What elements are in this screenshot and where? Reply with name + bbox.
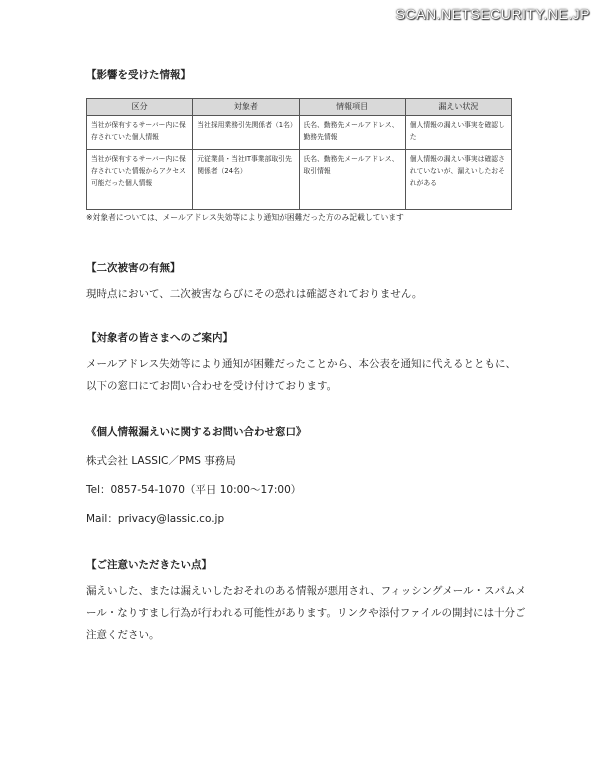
- column-header-items: 情報項目: [299, 99, 405, 116]
- column-header-status: 漏えい状況: [405, 99, 511, 116]
- site-watermark: SCAN.NETSECURITY.NE.JP: [395, 6, 590, 22]
- guidance-section: [86, 331, 526, 397]
- impact-table: [86, 98, 512, 210]
- table-cell: 個人情報の漏えい事実は確認されていないが、漏えいしたおそれがある: [405, 150, 511, 210]
- guidance-heading: 【対象者の皆さまへのご案内】: [86, 332, 233, 344]
- column-header-category: 区分: [87, 99, 193, 116]
- caution-text: 漏えいした、または漏えいしたおそれのある情報が悪用され、フィッシングメール・スパムメール・なりすまし行為が行われる可能性があります。リンクや添付ファイルの開封には十分ご注意ください。: [86, 585, 527, 641]
- caution-heading: 【ご注意いただきたい点】: [86, 559, 212, 571]
- secondary-damage-heading: 【二次被害の有無】: [86, 262, 181, 274]
- contact-heading: 《個人情報漏えいに関するお問い合わせ窓口》: [86, 426, 307, 438]
- contact-tel[interactable]: Tel：0857-54-1070（平日 10:00～17:00）: [86, 484, 302, 496]
- impact-heading: 【影響を受けた情報】: [86, 69, 191, 81]
- contact-company: 株式会社 LASSIC／PMS 事務局: [86, 455, 236, 467]
- secondary-damage-section: [86, 261, 526, 305]
- document-page: [86, 68, 526, 646]
- table-cell: 個人情報の漏えい事実を確認した: [405, 116, 511, 150]
- table-row: [87, 150, 512, 210]
- impact-section: [86, 68, 526, 223]
- contact-section: [86, 425, 526, 526]
- caution-section: [86, 558, 526, 646]
- table-cell: 当社が保有するサーバー内に保存されていた個人情報: [87, 116, 193, 150]
- contact-mail[interactable]: Mail：privacy@lassic.co.jp: [86, 513, 225, 525]
- table-cell: 当社採用業務引先関係者（1名）: [193, 116, 299, 150]
- table-cell: 当社が保有するサーバー内に保存されていた情報からアクセス可能だった個人情報: [87, 150, 193, 210]
- table-cell: 元従業員・当社IT事業部取引先関係者（24名）: [193, 150, 299, 210]
- table-cell: 氏名、勤務先メールアドレス、勤務先情報: [299, 116, 405, 150]
- secondary-damage-text: 現時点において、二次被害ならびにその恐れは確認されておりません。: [86, 288, 423, 300]
- table-footnote: ※対象者については、メールアドレス失効等により通知が困難だった方のみ記載しています: [86, 213, 404, 222]
- column-header-subjects: 対象者: [193, 99, 299, 116]
- table-header-row: [87, 99, 512, 116]
- table-cell: 氏名、勤務先メールアドレス、取引情報: [299, 150, 405, 210]
- table-row: [87, 116, 512, 150]
- guidance-text: メールアドレス失効等により通知が困難だったことから、本公表を通知に代えるとともに、以下の窓口にてお問い合わせを受け付けております。: [86, 358, 516, 392]
